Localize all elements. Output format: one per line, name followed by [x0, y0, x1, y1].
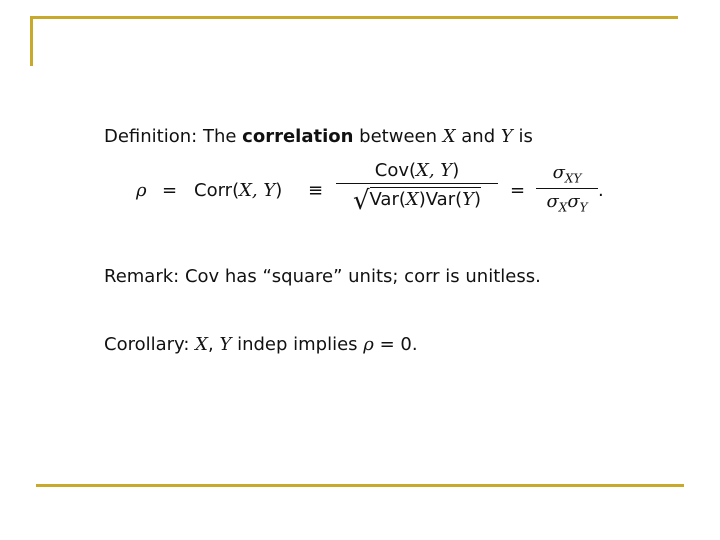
formula-fraction-cov [336, 160, 498, 216]
formula-corr [194, 180, 282, 201]
den-var1: Var( [369, 189, 406, 210]
definition-and: and [455, 126, 501, 147]
definition-suffix: is [512, 126, 533, 147]
sigma-num: σ [552, 162, 565, 183]
corollary-middle: indep implies [231, 334, 364, 355]
sigma-num-sub: XY [564, 171, 582, 186]
sigma-den-2-sub: Y [579, 200, 588, 215]
definition-var-x: X [442, 126, 456, 147]
left-gold-rule [30, 16, 33, 66]
radical-icon: √ [352, 186, 370, 216]
fraction-bar [336, 183, 498, 184]
sigma-den-2: σ [567, 190, 580, 212]
sqrt-contents [370, 187, 482, 210]
den-y: Y [462, 189, 475, 210]
formula-corr-close: ) [275, 180, 283, 201]
den-close: ) [474, 189, 482, 210]
formula-corr-args: X, Y [239, 180, 276, 201]
definition-middle: between [353, 126, 443, 147]
formula-period: . [598, 180, 604, 201]
numerator-args: X, Y [416, 160, 453, 181]
numerator-cov-label: Cov( [374, 160, 417, 181]
corollary-var-y: Y [219, 334, 232, 355]
sigma-denominator [536, 191, 598, 215]
sqrt [353, 186, 481, 216]
bottom-gold-rule [36, 484, 684, 487]
corollary-rho: ρ [363, 334, 374, 355]
den-x: X [405, 189, 419, 210]
corollary-line [104, 334, 418, 355]
definition-var-y: Y [500, 126, 513, 147]
definition-keyword: correlation [242, 126, 354, 147]
formula-rho: ρ [136, 180, 147, 201]
corollary-suffix: = 0. [373, 334, 418, 355]
remark-text: Remark: Cov has “square” units; corr is unitless. [104, 266, 541, 287]
definition-prefix: Definition: The [104, 126, 243, 147]
remark-line [104, 266, 541, 287]
sigma-den-1-sub: X [558, 200, 568, 215]
numerator-close: ) [452, 160, 460, 181]
formula-equiv: ≡ [308, 180, 324, 201]
fraction-numerator [336, 160, 498, 181]
sigma-numerator [536, 162, 598, 186]
corollary-comma: , [208, 334, 220, 355]
fraction-denominator [336, 186, 498, 216]
definition-line [104, 126, 533, 147]
top-gold-rule [30, 16, 678, 19]
formula-corr-label: Corr( [194, 180, 240, 201]
sigma-fraction-bar [536, 188, 598, 189]
formula-equals-1: = [162, 180, 178, 201]
sigma-den-1: σ [546, 190, 559, 212]
formula-fraction-sigma [536, 162, 598, 214]
corollary-prefix: Corollary: [104, 334, 196, 355]
corollary-var-x: X [195, 334, 208, 355]
formula-equals-2: = [510, 180, 526, 201]
den-mid: )Var( [418, 189, 463, 210]
